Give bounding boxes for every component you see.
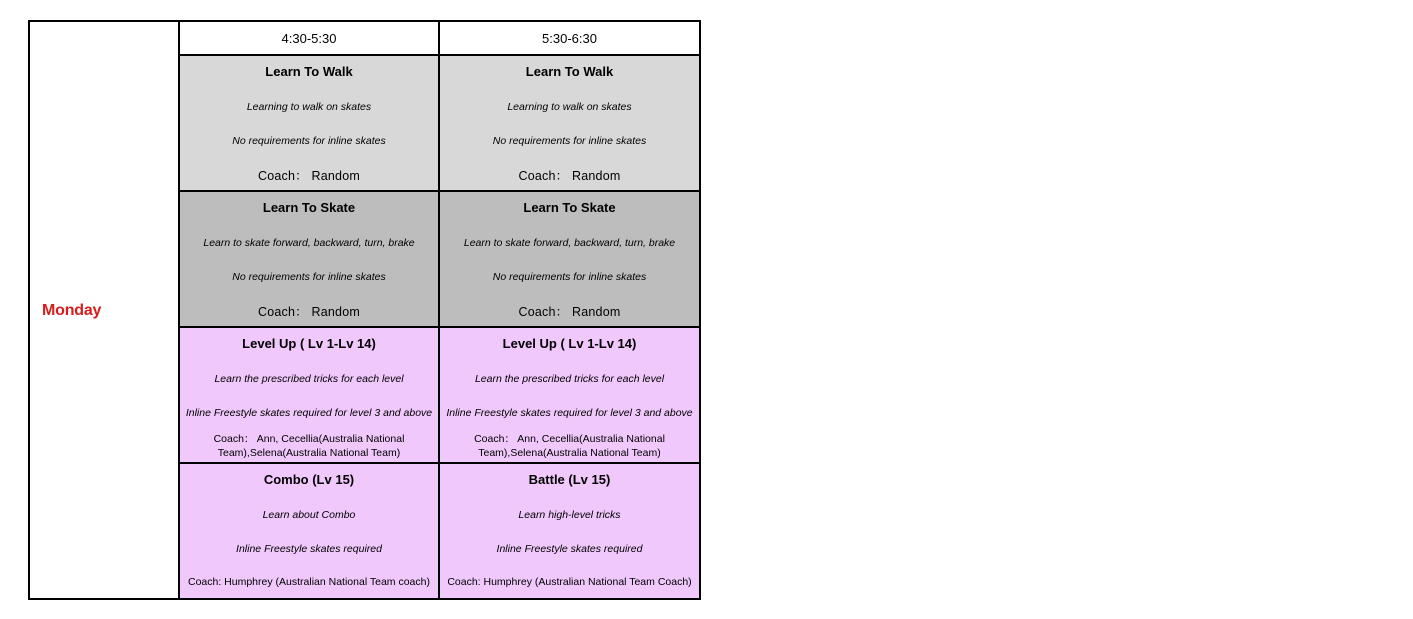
- class-coach: Coach： Ann, Cecellia(Australia National Team),Selena(Australia National Team): [213, 433, 405, 459]
- class-title: Level Up ( Lv 1-Lv 14): [502, 336, 637, 351]
- class-requirement: Inline Freestyle skates required: [236, 543, 382, 555]
- class-cell-battle: [440, 464, 699, 598]
- class-title: Battle (Lv 15): [528, 472, 611, 487]
- class-title: Learn To Walk: [525, 64, 614, 79]
- class-coach: Coach： Random: [518, 169, 621, 183]
- class-requirement: Inline Freestyle skates required for level 3 and above: [185, 407, 433, 419]
- class-title: Combo (Lv 15): [263, 472, 355, 487]
- class-coach: Coach: Humphrey (Australian National Team coach): [187, 576, 430, 588]
- time-slot-header: 5:30-6:30: [440, 22, 699, 56]
- class-requirement: Inline Freestyle skates required: [496, 543, 643, 555]
- class-requirement: No requirements for inline skates: [232, 271, 386, 283]
- schedule-table: [28, 20, 701, 600]
- class-description: Learning to walk on skates: [507, 101, 632, 113]
- class-description: Learn the prescribed tricks for each level: [214, 373, 404, 385]
- class-requirement: Inline Freestyle skates required for level 3 and above: [446, 407, 693, 419]
- class-coach: Coach： Random: [258, 169, 360, 183]
- class-coach: Coach： Ann, Cecellia(Australia National Team),Selena(Australia National Team): [474, 433, 665, 459]
- class-description: Learn about Combo: [262, 509, 356, 521]
- class-description: Learn the prescribed tricks for each level: [474, 373, 665, 385]
- class-cell-level-up: [440, 328, 699, 464]
- class-coach: Coach： Random: [518, 305, 621, 319]
- class-description: Learn to skate forward, backward, turn, brake: [203, 237, 415, 249]
- class-cell-learn-to-skate: [180, 192, 440, 328]
- class-description: Learning to walk on skates: [246, 101, 372, 113]
- class-cell-level-up: [180, 328, 440, 464]
- class-coach: Coach: Humphrey (Australian National Team Coach): [447, 576, 692, 588]
- class-cell-learn-to-walk: [440, 56, 699, 192]
- class-requirement: No requirements for inline skates: [232, 135, 386, 147]
- class-description: Learn high-level tricks: [518, 509, 621, 521]
- class-title: Learn To Walk: [265, 64, 353, 79]
- time-slot-header: 4:30-5:30: [180, 22, 440, 56]
- class-title: Learn To Skate: [262, 200, 356, 215]
- class-description: Learn to skate forward, backward, turn, brake: [463, 237, 676, 249]
- class-coach: Coach： Random: [258, 305, 360, 319]
- class-cell-learn-to-skate: [440, 192, 699, 328]
- class-cell-learn-to-walk: [180, 56, 440, 192]
- class-cell-combo: [180, 464, 440, 598]
- day-label: Monday: [42, 302, 102, 319]
- class-requirement: No requirements for inline skates: [492, 271, 647, 283]
- day-column: [30, 22, 180, 598]
- class-title: Level Up ( Lv 1-Lv 14): [242, 336, 376, 351]
- class-requirement: No requirements for inline skates: [492, 135, 647, 147]
- class-title: Learn To Skate: [523, 200, 616, 215]
